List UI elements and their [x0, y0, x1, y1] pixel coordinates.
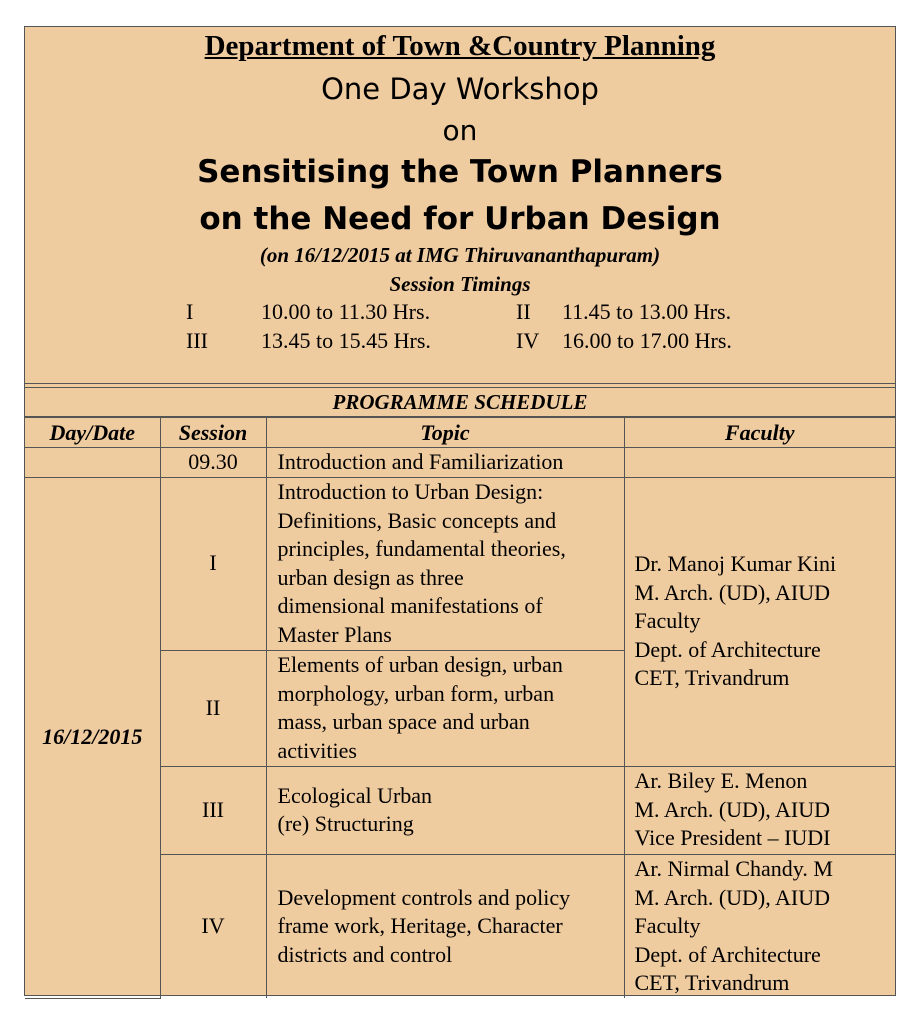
topic-line: Development controls and policy: [277, 884, 571, 910]
schedule-table: [25, 417, 895, 999]
cell-date: 16/12/2015: [25, 477, 160, 998]
faculty-line: M. Arch. (UD), AIUD: [634, 796, 831, 822]
document-header: [25, 27, 895, 384]
topic-line: Ecological Urban: [277, 782, 433, 808]
faculty-line: CET, Trivandrum: [634, 970, 790, 995]
workshop-title-line1: Sensitising the Town Planners: [197, 154, 723, 190]
cell-session: IV: [160, 854, 266, 998]
topic-line: activities: [277, 737, 357, 763]
faculty-line: Dept. of Architecture: [634, 636, 821, 662]
topic-line: urban design as three: [277, 564, 464, 590]
col-header-topic: Topic: [266, 418, 624, 448]
workshop-document: [24, 26, 896, 996]
timing-time-2: 11.45 to 13.00 Hrs.: [562, 299, 732, 324]
cell-empty: [25, 448, 160, 478]
department-title: Department of Town &Country Planning: [204, 30, 716, 62]
timing-session-4: IV: [516, 328, 540, 353]
cell-session: I: [160, 477, 266, 650]
topic-line: mass, urban space and urban: [277, 709, 530, 734]
timing-time-3: 13.45 to 15.45 Hrs.: [261, 328, 431, 353]
faculty-line: Faculty: [634, 913, 701, 938]
cell-session: 09.30: [160, 448, 266, 478]
on-label: on: [442, 114, 478, 147]
faculty-line: Ar. Nirmal Chandy. M: [634, 856, 833, 881]
faculty-line: CET, Trivandrum: [634, 665, 790, 691]
cell-topic: [266, 477, 624, 650]
workshop-title-line2: on the Need for Urban Design: [199, 201, 721, 237]
cell-topic: [266, 854, 624, 998]
programme-schedule-title: PROGRAMME SCHEDULE: [25, 388, 895, 417]
topic-line: districts and control: [277, 941, 453, 967]
topic-line: dimensional manifestations of: [277, 593, 543, 618]
workshop-label: One Day Workshop: [321, 72, 599, 106]
faculty-line: Vice President – IUDI: [634, 825, 831, 851]
topic-line: principles, fundamental theories,: [277, 536, 566, 561]
topic-line: Definitions, Basic concepts and: [277, 507, 557, 533]
cell-session: III: [160, 766, 266, 854]
col-header-day-date: Day/Date: [25, 418, 160, 448]
topic-line: Elements of urban design, urban: [277, 652, 563, 677]
timing-session-1: I: [186, 299, 194, 324]
col-header-session: Session: [160, 418, 266, 448]
faculty-line: M. Arch. (UD), AIUD: [634, 884, 831, 910]
faculty-line: Faculty: [634, 608, 701, 634]
table-row: [25, 477, 895, 650]
timing-time-4: 16.00 to 17.00 Hrs.: [562, 328, 732, 353]
faculty-line: Dr. Manoj Kumar Kini: [634, 551, 837, 577]
table-row: [25, 448, 895, 478]
cell-faculty: [624, 854, 895, 998]
timing-time-1: 10.00 to 11.30 Hrs.: [261, 299, 431, 324]
cell-faculty: [624, 477, 895, 766]
faculty-line: Dept. of Architecture: [634, 941, 821, 967]
faculty-line: Ar. Biley E. Menon: [634, 768, 808, 794]
topic-line: Introduction to Urban Design:: [277, 479, 544, 504]
date-venue: (on 16/12/2015 at IMG Thiruvananthapuram): [259, 243, 661, 267]
cell-session: II: [160, 650, 266, 766]
cell-faculty: [624, 766, 895, 854]
timing-session-2: II: [516, 299, 531, 324]
faculty-line: M. Arch. (UD), AIUD: [634, 579, 831, 605]
table-header-row: [25, 418, 895, 448]
cell-topic: [266, 650, 624, 766]
cell-topic: [266, 766, 624, 854]
timing-session-3: III: [186, 328, 208, 353]
session-timings-label: Session Timings: [389, 272, 531, 296]
topic-line: (re) Structuring: [277, 811, 414, 836]
cell-topic: Introduction and Familiarization: [266, 448, 624, 478]
cell-empty: [624, 448, 895, 478]
topic-line: Master Plans: [277, 621, 392, 647]
topic-line: morphology, urban form, urban: [277, 680, 555, 706]
col-header-faculty: Faculty: [624, 418, 895, 448]
topic-line: frame work, Heritage, Character: [277, 913, 563, 938]
